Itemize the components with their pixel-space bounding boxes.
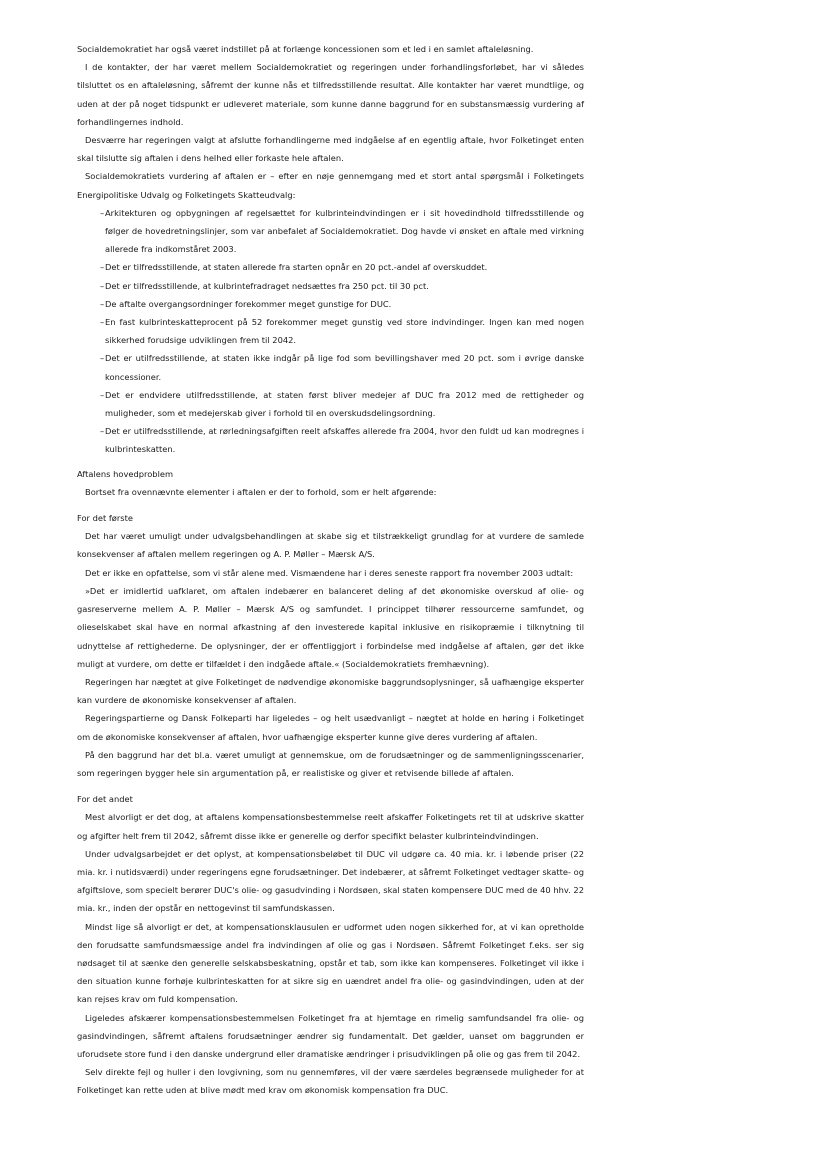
paragraph: Det har været umuligt under udvalgsbehandlingen at skabe sig et tilstrækkeligt grundlag for at vurdere de samlede konsekvenser af aftalen mellem regeringen og A. P. Møller – Mærsk A/S. (77, 531, 584, 560)
section-heading-first: For det første (77, 513, 133, 524)
assessment-list (77, 204, 584, 459)
quote: »Det er imidlertid uafklaret, om aftalen indebærer en balanceret deling af det økonomiske overskud af olie- og gasreserverne mellem A. P. Møller – Mærsk A/S og samfundet. I princippet tilhører ressourcerne samfundet, og olieselskabet skal have en normal afkastning af den investerede kapital inklusive en risikopræmie i tilknytning til udnyttelse af rettighederne. De oplysninger, der er offentliggjort i forbindelse med indgåelse af aftalen, gør det ikke muligt at vurdere, om dette er tilfældet i den indgåede aftale.« (Socialdemokratiets fremhævning). (77, 585, 584, 669)
list-item: – Det er tilfredsstillende, at staten allerede fra starten opnår en 20 pct.-andel af overskuddet. (77, 258, 584, 276)
list-item: – Det er endvidere utilfredsstillende, at staten først bliver medejer af DUC fra 2012 med de rettigheder og muligheder, som et medejerskab giver i forhold til en overskudsdelingsordning. (77, 386, 584, 422)
section-heading-second: For det andet (77, 794, 133, 805)
list-item: – En fast kulbrinteskatteprocent på 52 forekommer meget gunstig ved store indvindinger. Ingen kan med nogen sikkerhed forudsige udviklingen frem til 2042. (77, 313, 584, 349)
list-item: – De aftalte overgangsordninger forekommer meget gunstige for DUC. (77, 295, 584, 313)
list-item: – Arkitekturen og opbygningen af regelsættet for kulbrinteindvindingen er i sit hovedindhold tilfredsstillende og følger de hovedretningslinjer, som var anbefalet af Socialdemokratiet. Dog havde vi ønsket en aftale med virkning allerede fra indkomståret 2003. (77, 204, 584, 259)
list-item: – Det er utilfredsstillende, at rørledningsafgiften reelt afskaffes allerede fra 2004, hvor den fuldt ud kan modregnes i kulbrinteskatten. (77, 422, 584, 458)
paragraph: Mindst lige så alvorligt er det, at kompensationsklausulen er udformet uden nogen sikkerhed for, at vi kan opretholde den forudsatte samfundsmæssige andel fra indvindingen af olie og gas i Nordsøen. Såfremt Folketinget f.eks. ser sig nødsaget til at sænke den generelle selskabsbeskatning, opstår et tab, som ikke kan kompenseres. Folketinget vil ikke i den situation kunne forhøje kulbrinteskatten for at sikre sig en uændret andel fra olie- og gasindvindingen, uden at der kan rejses krav om fuld kompensation. (77, 921, 584, 1005)
list-item: – Det er utilfredsstillende, at staten ikke indgår på lige fod som bevillingshaver med 20 pct. som i øvrige danske koncessioner. (77, 349, 584, 385)
paragraph: På den baggrund har det bl.a. været umuligt at gennemskue, om de forudsætninger og de sammenligningsscenarier, som regeringen bygger hele sin argumentation på, er realistiske og giver et retvisende billede af aftalen. (77, 749, 584, 778)
paragraph: Desværre har regeringen valgt at afslutte forhandlingerne med indgåelse af en egentlig aftale, hvor Folketinget enten skal tilslutte sig aftalen i dens helhed eller forkaste hele aftalen. (77, 135, 584, 164)
paragraph: Under udvalgsarbejdet er det oplyst, at kompensationsbeløbet til DUC vil udgøre ca. 40 mia. kr. i løbende priser (22 mia. kr. i nutidsværdi) under regeringens egne forudsætninger. Det indebærer, at såfremt Folketinget vedtager skatte- og afgiftslove, som specielt berører DUC's olie- og gasudvinding i Nordsøen, skal staten kompensere DUC med de 40 hhv. 22 mia. kr., inden der opstår en nettogevinst til samfundskassen. (77, 848, 584, 914)
list-item: – Det er tilfredsstillende, at kulbrintefradraget nedsættes fra 250 pct. til 30 pct. (77, 277, 584, 295)
paragraph: Socialdemokratiet har også været indstillet på at forlænge koncessionen som et led i en samlet aftaleløsning. (77, 44, 534, 54)
paragraph: I de kontakter, der har været mellem Socialdemokratiet og regeringen under forhandlingsforløbet, har vi således tilsluttet os en aftaleløsning, såfremt der kunne nås et tilfredsstillende resultat. Alle kontakter har været mundtlige, og uden at der på noget tidspunkt er udleveret materiale, som kunne danne baggrund for en substansmæssig vurdering af forhandlingernes indhold. (77, 62, 584, 127)
document-page (77, 40, 584, 1100)
paragraph: Regeringen har nægtet at give Folketinget de nødvendige økonomiske baggrundsoplysninger, så uafhængige eksperter kan vurdere de økonomiske konsekvenser af aftalen. (77, 676, 584, 706)
paragraph: Mest alvorligt er det dog, at aftalens kompensationsbestemmelse reelt afskaffer Folketingets ret til at udskrive skatter og afgifter helt frem til 2042, såfremt disse ikke er generelle og derfor specifikt belaster kulbrinteindvindingen. (77, 812, 584, 841)
section-heading-main-problem: Aftalens hovedproblem (77, 468, 174, 479)
paragraph: Socialdemokratiets vurdering af aftalen er – efter en nøje gennemgang med et stort antal spørgsmål i Folketingets Energipolitiske Udvalg og Folketingets Skatteudvalg: (77, 171, 584, 200)
paragraph: Selv direkte fejl og huller i den lovgivning, som nu gennemføres, vil der være særdeles begrænsede muligheder for at Folketinget kan rette uden at blive mødt med krav om økonomisk kompensation fra DUC. (77, 1067, 584, 1096)
paragraph: Bortset fra ovennævnte elementer i aftalen er der to forhold, som er helt afgørende: (85, 486, 437, 497)
paragraph: Ligeledes afskærer kompensationsbestemmelsen Folketinget fra at hjemtage en rimelig samfundsandel fra olie- og gasindvindingen, såfremt aftalens forudsætninger ændrer sig fundamentalt. Det gælder, uanset om baggrunden er uforudsete store fund i den danske undergrund eller dramatiske ændringer i prisudviklingen på olie og gas frem til 2042. (77, 1012, 584, 1059)
paragraph: Det er ikke en opfattelse, som vi står alene med. Vismændene har i deres seneste rapport fra november 2003 udtalt: (85, 567, 574, 578)
paragraph: Regeringspartierne og Dansk Folkeparti har ligeledes – og helt usædvanligt – nægtet at holde en høring i Folketinget om de økonomiske konsekvenser af aftalen, hvor uafhængige eksperter kunne give deres vurdering af aftalen. (77, 713, 584, 742)
